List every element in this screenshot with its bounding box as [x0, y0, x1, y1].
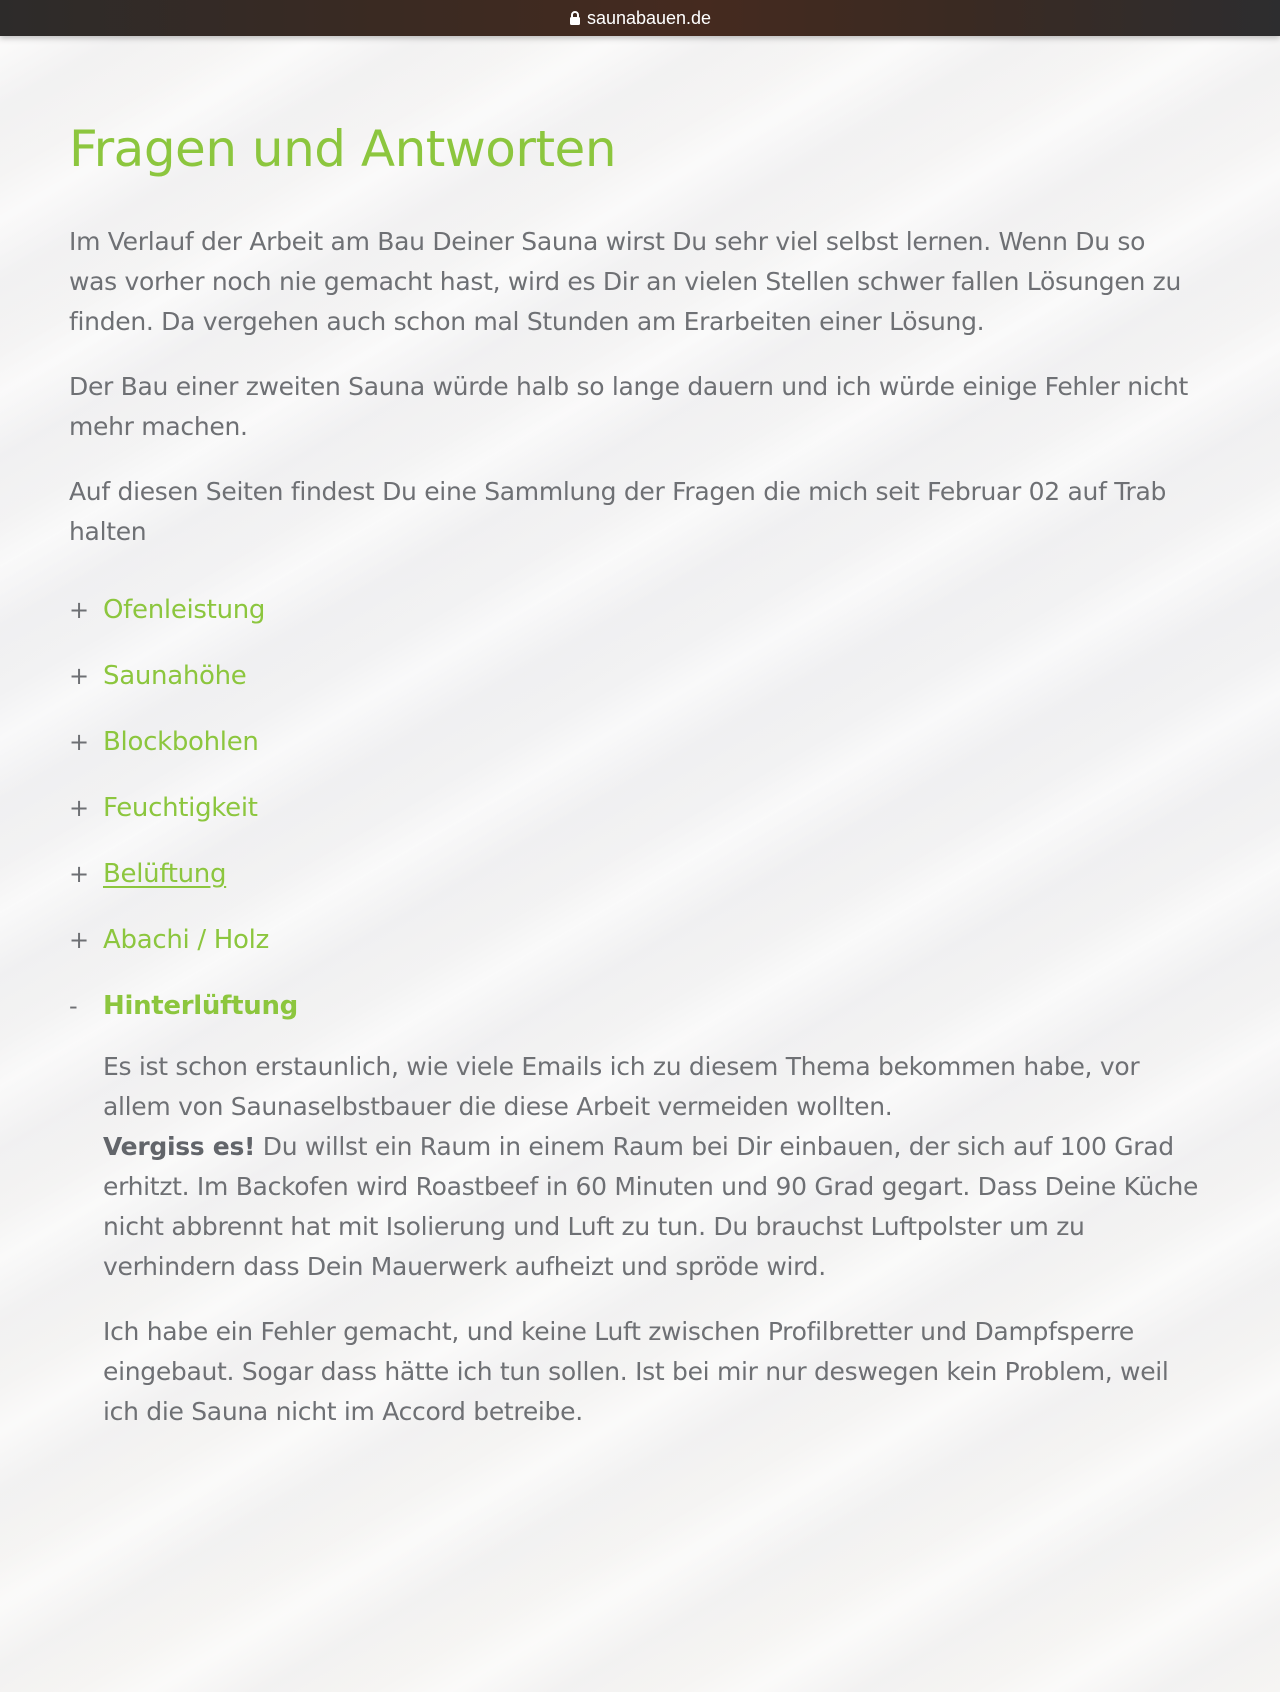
faq-title-link[interactable]: Blockbohlen: [103, 727, 259, 757]
url-text: saunabauen.de: [586, 7, 712, 28]
expand-icon: +: [69, 794, 90, 822]
faq-title-link[interactable]: Ofenleistung: [103, 595, 266, 625]
page-title: Fragen und Antworten: [69, 120, 617, 178]
faq-toggle-belueftung[interactable]: [69, 841, 1199, 907]
intro-paragraph-1: Im Verlauf der Arbeit am Bau Deiner Sauna wirst Du sehr viel selbst lernen. Wenn Du so was vorher noch nie gemacht hast, wird es Dir an vielen Stellen schwer fallen Lösungen zu finden. Da vergehen auch schon mal Stunden am Erarbeiten einer Lösung.: [69, 227, 1182, 336]
expand-icon: +: [69, 728, 90, 756]
faq-item-blockbohlen: [69, 709, 1199, 775]
faq-toggle-hinterlueftung[interactable]: [69, 973, 1199, 1039]
answer-text-rest: Du willst ein Raum in einem Raum bei Dir einbauen, der sich auf 100 Grad erhitzt. Im Backofen wird Roastbeef in 60 Minuten und 90 Grad gegart. Dass Deine Küche nicht abbrennt hat mit Isolierung und Luft zu tun. Du brauchst Luftpolster um zu verhindern dass Dein Mauerwerk aufheizt und spröde wird.: [103, 1132, 1199, 1281]
faq-item-hinterlueftung: [69, 973, 1199, 1432]
expand-icon: +: [69, 662, 90, 690]
faq-list: [69, 577, 1199, 1432]
faq-title-link[interactable]: Feuchtigkeit: [103, 793, 258, 823]
faq-title-link[interactable]: Abachi / Holz: [103, 925, 269, 955]
faq-title-link[interactable]: Belüftung: [103, 859, 227, 889]
faq-toggle-ofenleistung[interactable]: [69, 577, 1199, 643]
answer-emphasis: Vergiss es!: [103, 1132, 256, 1161]
faq-toggle-abachi-holz[interactable]: [69, 907, 1199, 973]
answer-paragraph-2: Ich habe ein Fehler gemacht, und keine Luft zwischen Profilbretter und Dampfsperre eingebaut. Sogar dass hätte ich tun sollen. Ist bei mir nur deswegen kein Problem, weil ich die Sauna nicht im Accord betreibe.: [103, 1317, 1169, 1426]
expand-icon: +: [69, 926, 90, 954]
faq-item-saunahoehe: [69, 643, 1199, 709]
url-display[interactable]: [569, 8, 711, 29]
faq-item-abachi-holz: [69, 907, 1199, 973]
expand-icon: +: [69, 596, 90, 624]
lock-icon: [569, 10, 581, 26]
faq-answer-hinterlueftung: [69, 1039, 1199, 1432]
faq-toggle-blockbohlen[interactable]: [69, 709, 1199, 775]
main-content: [69, 118, 1199, 1457]
faq-title-link[interactable]: Hinterlüftung: [103, 991, 298, 1021]
expand-icon: +: [69, 860, 90, 888]
answer-text-intro: Es ist schon erstaunlich, wie viele Emails ich zu diesem Thema bekommen habe, vor allem von Saunaselbstbauer die diese Arbeit vermeiden wollten.: [103, 1052, 1140, 1121]
faq-title-link[interactable]: Saunahöhe: [103, 661, 247, 691]
faq-item-ofenleistung: [69, 577, 1199, 643]
browser-url-bar[interactable]: [0, 0, 1280, 36]
answer-paragraph-1: [103, 1047, 1199, 1287]
faq-toggle-saunahoehe[interactable]: [69, 643, 1199, 709]
collapse-icon: -: [69, 992, 78, 1020]
faq-item-feuchtigkeit: [69, 775, 1199, 841]
intro-paragraph-2: Der Bau einer zweiten Sauna würde halb so lange dauern und ich würde einige Fehler nicht mehr machen.: [69, 372, 1188, 441]
faq-item-belueftung: [69, 841, 1199, 907]
intro-paragraph-3: Auf diesen Seiten findest Du eine Sammlung der Fragen die mich seit Februar 02 auf Trab halten: [69, 477, 1167, 546]
faq-toggle-feuchtigkeit[interactable]: [69, 775, 1199, 841]
